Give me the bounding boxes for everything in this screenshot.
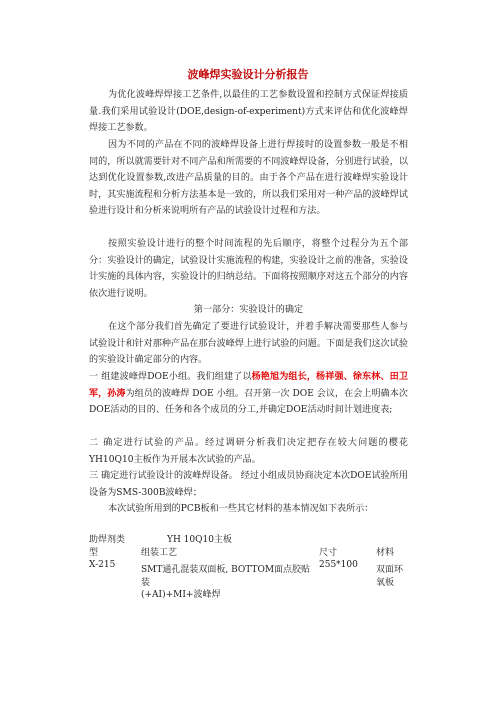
report-title: 波峰焊实验设计分析报告 — [187, 68, 309, 81]
section-intro-paragraph: 在这个部分我们首先确定了要进行试验设计，并着手解决需要那些人参与试验设计和针对那种产品在那台波峰焊上进行试验的问题。下面是我们这次试验的实验设计确定部分的内容。 — [89, 322, 408, 365]
header-flux-type: 助焊剂类 型 — [89, 535, 126, 558]
table-intro-paragraph: 本次试验所用到的PCB板和一些其它材料的基本情况如下表所示： — [108, 504, 374, 514]
header-size: 尺寸 — [319, 547, 338, 558]
header-assembly-process: YH 10Q10主板 组装工艺 — [141, 535, 232, 558]
process-overview-paragraph: 按照实验设计进行的整个时间流程的先后顺序，将整个过程分为五个部分：实验设计的确定，试验设计实施流程的构建，实验设计之前的准备，实验设计实施的具体内容，实验设计的归纳总结。下面将按照顺序对这五个部分的内容依次进行说明。 — [89, 239, 408, 299]
intro-paragraph: 为优化波峰焊焊接工艺条件,以最佳的工艺参数设置和控制方式保证焊接质量.我们采用试验设计(DOE,design-of-experiment)方式来评估和优化波峰焊焊接工艺参数。 — [89, 90, 408, 133]
section-heading-part1: 第一部分：实验设计的确定 — [193, 305, 304, 315]
materials-table — [89, 534, 408, 602]
background-paragraph: 因为不同的产品在不同的波峰焊设备上进行焊接时的设置参数一般是不相同的，所以就需要针对不同产品和所需要的不同波峰焊设备，分别进行试验，以达到优化设置参数,改进产品质量的目的。由于各个产品在进行波峰焊实验设计时，其实施流程和分析方法基本是一致的，所以我们采用对一种产品的波峰焊试验进行设计和分析来说明所有产品的试验设计过程和方法。 — [89, 140, 408, 216]
list-item-2: 二 确定进行试验的产品。经过调研分析我们决定把存在较大问题的樱花YH10Q10主板作为开展本次试验的产品。 — [89, 438, 408, 465]
cell-flux-type: X-215 — [89, 560, 116, 570]
table-row — [89, 559, 408, 602]
table-header-row — [89, 534, 408, 559]
list-item-1 — [89, 369, 408, 419]
cell-size: 255*100 — [319, 560, 358, 570]
list-item-1-text: 一 组建波峰焊DOE小组。我们组建了以 — [89, 372, 252, 382]
list-item-1-text-cont: 为组员的波峰焊 DOE 小组。召开第一次 DOE 会议，在会上明确本次DOE活动的目的、任务和各个成员的分工,并确定DOE活动时间计划进度表; — [89, 388, 408, 415]
team-members-highlight: 杨艳旭为组长，杨祥强、徐东林、田卫军，孙涛 — [89, 371, 408, 399]
list-item-3: 三 确定进行试验设计的波峰焊设备。 经过小组成员协商决定本次DOE试验所用设备为SMS-300B波峰焊； — [89, 471, 408, 498]
cell-assembly-process: SMT通孔混装双面板, BOTTOM面点胶贴装 (+AI)+MI+波峰焊 — [141, 565, 311, 600]
header-material: 材料 — [376, 547, 395, 558]
cell-material: 双面环 氧板 — [376, 565, 404, 588]
